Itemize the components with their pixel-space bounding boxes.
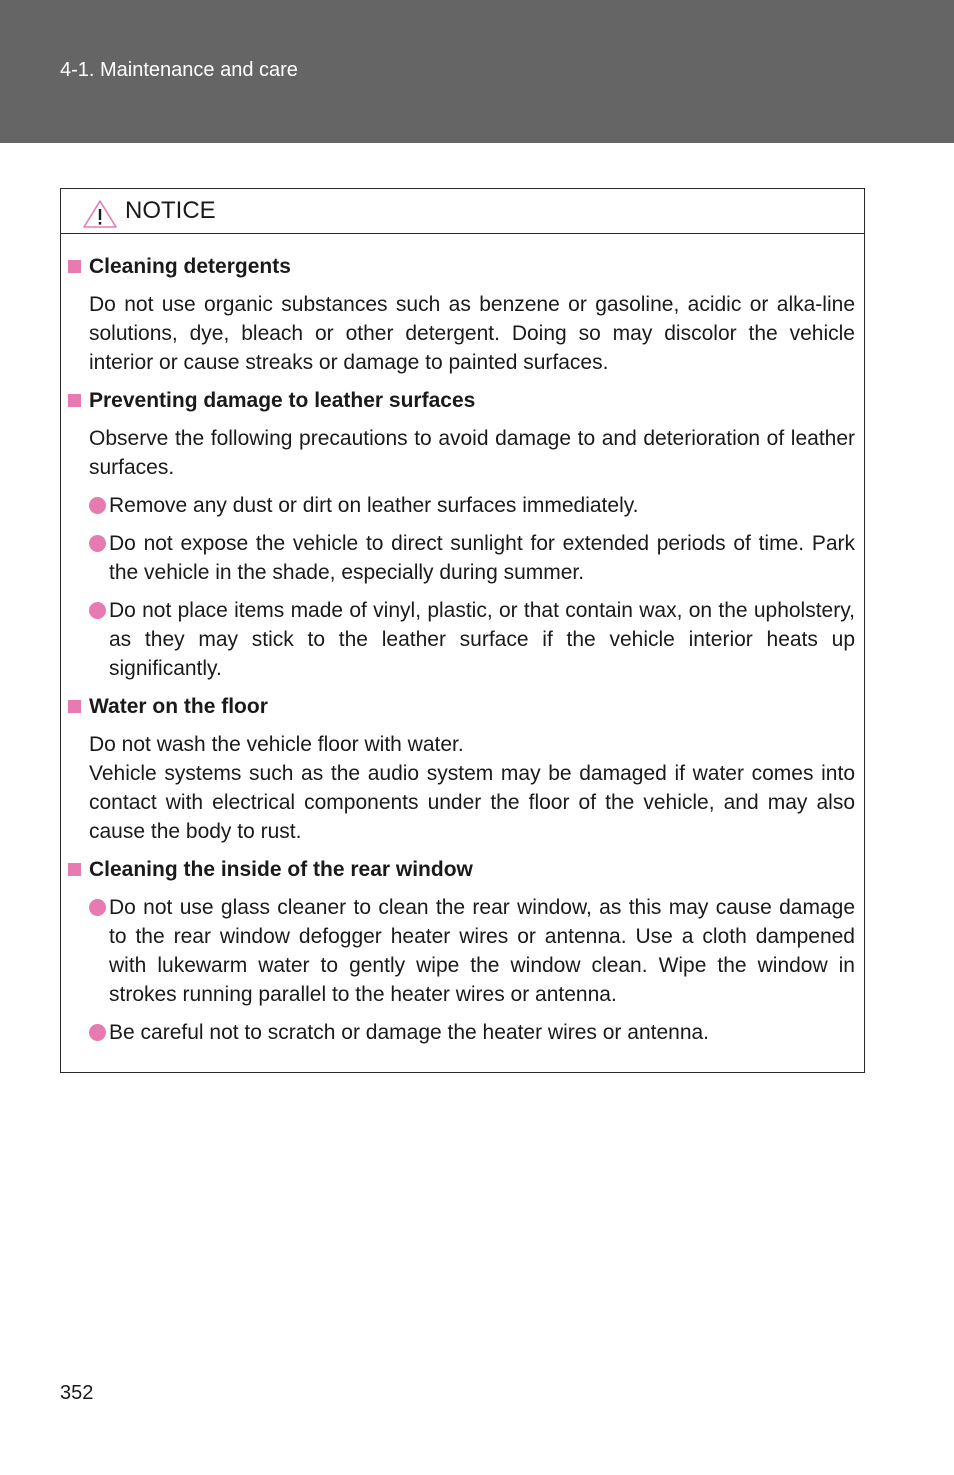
circle-bullet-icon [89, 497, 106, 514]
section-paragraph: Do not use organic substances such as benzene or gasoline, acidic or alka-line solutions, dye, bleach or other detergent. Doing so may discolor the vehicle interior or cause streaks or damage to painted surfaces. [89, 293, 855, 374]
list-item [109, 1018, 855, 1047]
list-item [109, 491, 855, 520]
square-bullet-icon [68, 700, 81, 713]
list-item-text: Be careful not to scratch or damage the heater wires or antenna. [109, 1021, 710, 1044]
notice-header [61, 189, 864, 234]
section-heading-text: Preventing damage to leather surfaces [89, 389, 476, 412]
circle-bullet-icon [89, 899, 106, 916]
section-paragraph: Vehicle systems such as the audio system may be damaged if water comes into contact with electrical components under the floor of the vehicle, and may also cause the body to rust. [89, 762, 855, 843]
section-heading [68, 386, 855, 415]
list-item-text: Do not expose the vehicle to direct sunlight for extended periods of time. Park the vehicle in the shade, especially during summer. [109, 532, 855, 584]
circle-bullet-icon [89, 535, 106, 552]
section-heading-text: Cleaning detergents [89, 255, 291, 278]
list-item [109, 529, 855, 587]
square-bullet-icon [68, 863, 81, 876]
section-heading-text: Water on the floor [89, 695, 268, 718]
notice-title: NOTICE [125, 197, 216, 224]
breadcrumb: 4-1. Maintenance and care [60, 59, 298, 81]
list-item-text: Do not place items made of vinyl, plastic, or that contain wax, on the upholstery, as they may stick to the leather surface if the vehicle interior heats up significantly. [109, 599, 855, 680]
section-paragraph: Do not wash the vehicle floor with water. [89, 733, 464, 756]
list-item-text: Remove any dust or dirt on leather surfaces immediately. [109, 494, 639, 517]
notice-box [60, 188, 865, 1073]
circle-bullet-icon [89, 602, 106, 619]
circle-bullet-icon [89, 1024, 106, 1041]
section-heading-text: Cleaning the inside of the rear window [89, 858, 473, 881]
section-paragraph: Observe the following precautions to avoid damage to and deterioration of leather surfaces. [89, 427, 855, 479]
page-header-bar [0, 0, 954, 143]
warning-triangle-icon [82, 199, 118, 229]
square-bullet-icon [68, 260, 81, 273]
notice-body [61, 234, 864, 1047]
list-item [109, 893, 855, 1009]
square-bullet-icon [68, 394, 81, 407]
section-heading [68, 692, 855, 721]
list-item [109, 596, 855, 683]
list-item-text: Do not use glass cleaner to clean the rear window, as this may cause damage to the rear window defogger heater wires or antenna. Use a cloth dampened with lukewarm water to gently wipe the window clean. Wipe the window in strokes running parallel to the heater wires or antenna. [109, 896, 855, 1006]
page-number: 352 [60, 1382, 94, 1404]
section-heading [68, 252, 855, 281]
section-heading [68, 855, 855, 884]
